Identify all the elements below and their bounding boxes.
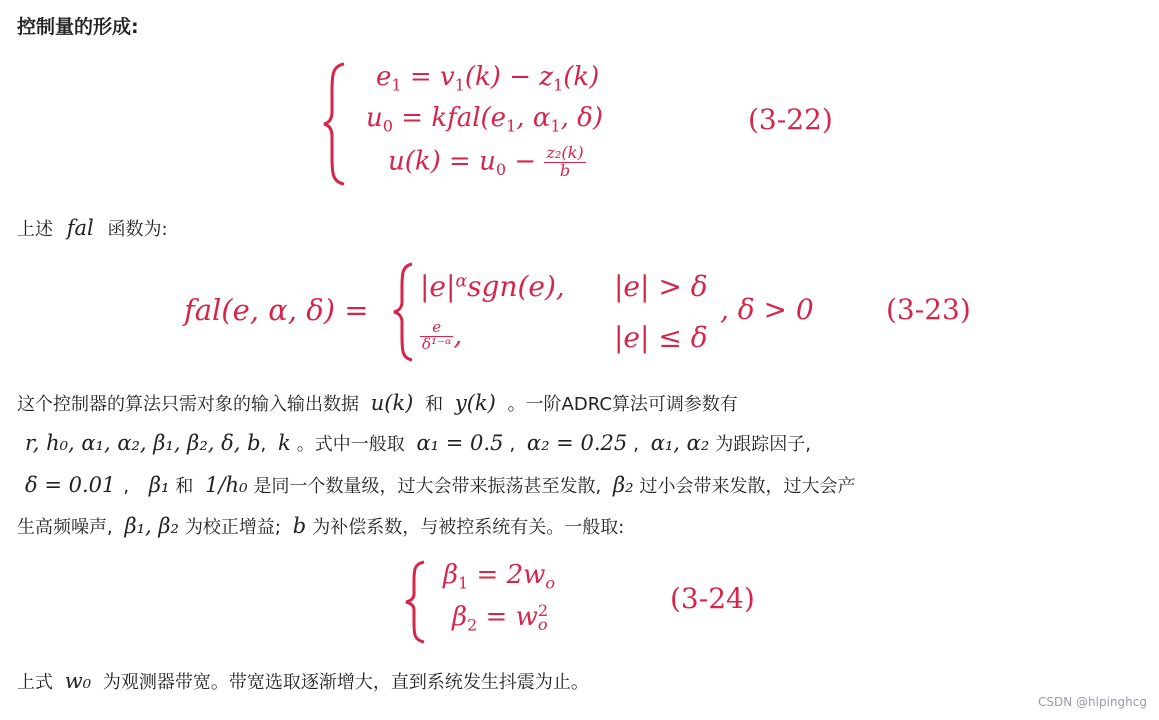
equation-number: (3-22): [748, 103, 833, 136]
paragraph-bandwidth: 上式 w₀ 为观测器带宽。带宽选取逐渐增大，直到系统发生抖震为止。: [17, 669, 589, 693]
delta-condition: , δ > 0: [720, 293, 814, 326]
paragraph-delta: δ = 0.01 , β₁ 和 1/h₀ 是同一个数量级，过大会带来振荡甚至发散, β₂ 过小会带来发散，过大会产: [25, 473, 856, 497]
fraction: $\frac{\text{z₂(k)}}{b}$: [546, 143, 584, 180]
fraction: $\frac{e}{\text{δ¹⁻ᵅ}}$: [422, 318, 452, 353]
paragraph-parameters: r, h₀, α₁, α₂, β₁, β₂, δ, b, k 。式中一般取 α₁ = 0.5 , α₂ = 0.25 , α₁, α₂ 为跟踪因子,: [25, 431, 811, 455]
left-brace-icon: [322, 62, 348, 186]
equation-line-1: $e_1 = v_1(k) - z_1(k)$: [376, 62, 600, 95]
equation-lhs: fal(e, α, δ) =: [184, 293, 369, 327]
equation-number: (3-23): [886, 293, 971, 326]
case-1-expression: $|e|^\alpha sgn(e)$,: [420, 270, 565, 303]
case-2-condition: |e| ≤ δ: [614, 321, 708, 354]
left-brace-icon: [392, 262, 414, 362]
paragraph-controller-data: 这个控制器的算法只需对象的输入输出数据 u(k) 和 y(k) 。一阶ADRC算法可调参数有: [17, 391, 738, 415]
watermark: CSDN @hlpinghcg: [1038, 695, 1147, 709]
case-1-condition: |e| > δ: [614, 270, 708, 303]
case-2-expression: $\frac{e}{\text{δ¹⁻ᵅ}}$ ,: [422, 318, 463, 353]
left-brace-icon: [404, 560, 426, 644]
paragraph-gains: 生高频噪声, β₁, β₂ 为校正增益; b 为补偿系数，与被控系统有关。一般取:: [17, 514, 625, 538]
equation-number: (3-24): [670, 582, 755, 615]
paragraph-fal-intro: 上述 fal 函数为:: [17, 216, 168, 240]
equation-line-2: $u_0$ = $kfal(e_1$, $\alpha_1$, δ): [366, 103, 603, 136]
equation-line-3: $u(k) = u_0$ − $\frac{\text{z₂(k)}}{b}$: [388, 143, 584, 180]
section-heading: 控制量的形成:: [17, 16, 139, 38]
equation-line-1: $\beta_1 = 2w_o$: [443, 560, 556, 593]
equation-line-2: $\beta_2 = w$ 2 o: [452, 600, 549, 635]
